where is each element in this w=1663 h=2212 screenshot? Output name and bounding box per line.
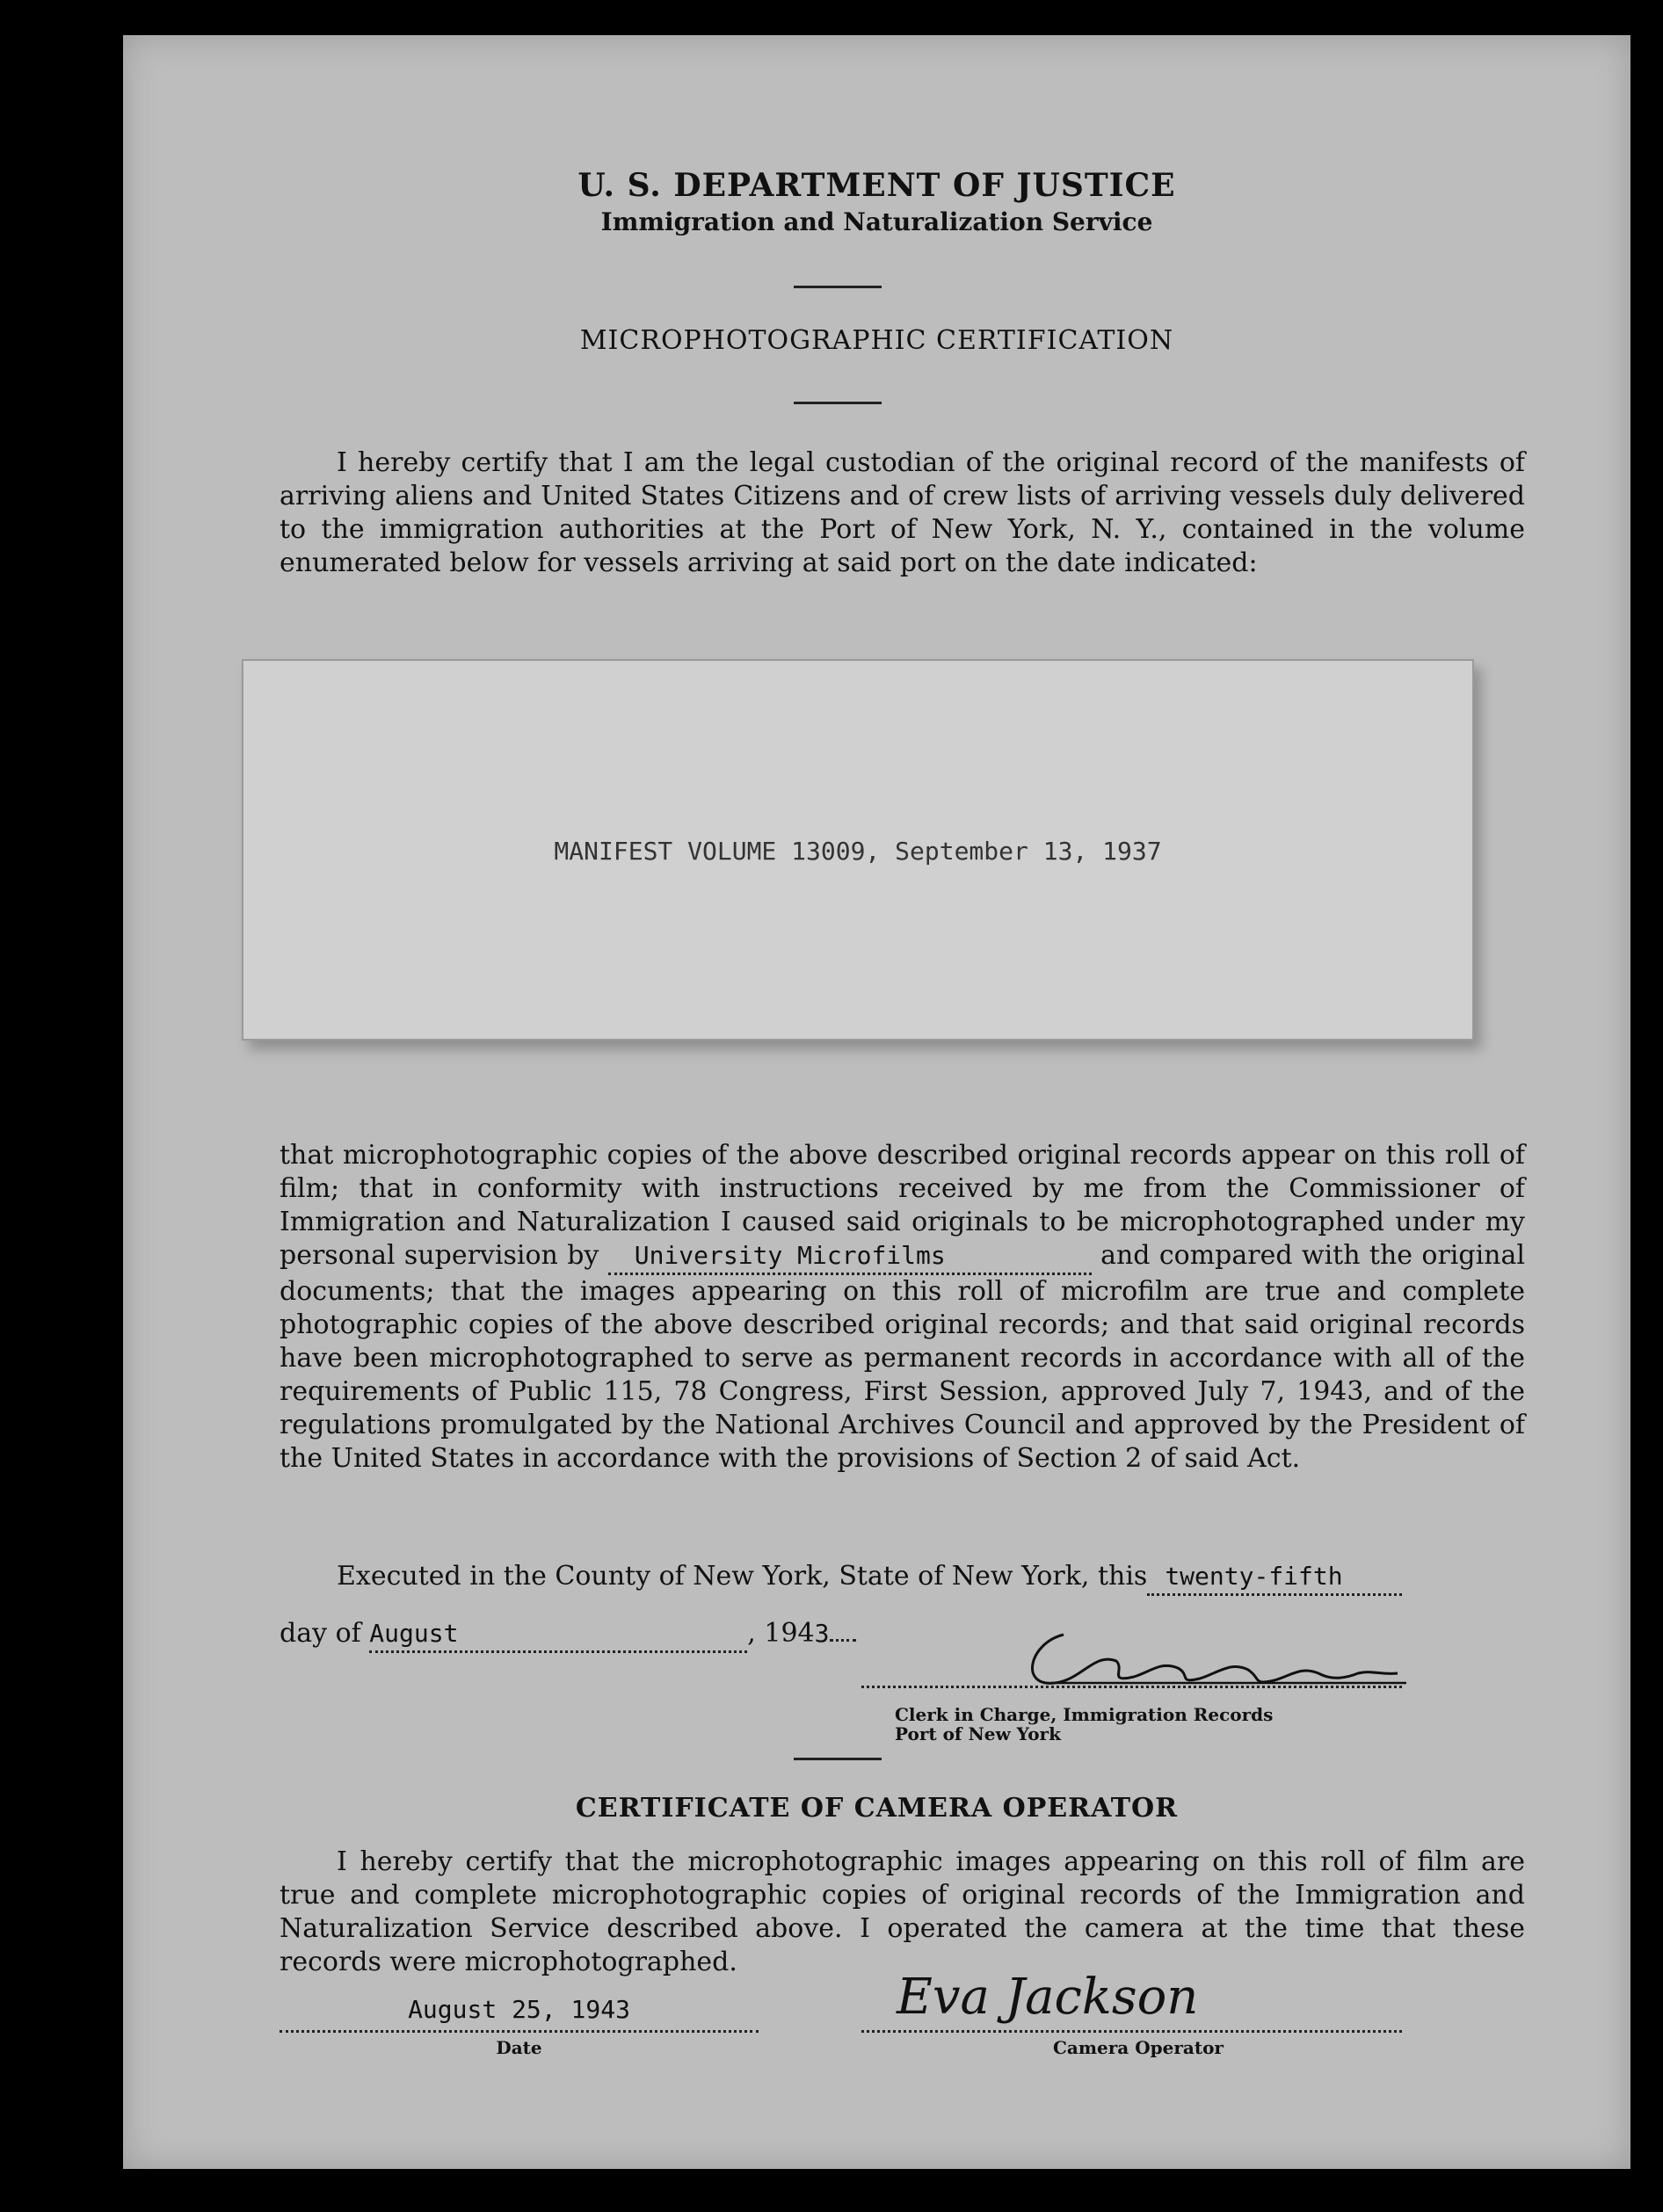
year-dots	[830, 1639, 856, 1642]
month-field	[369, 1617, 747, 1653]
date-value: August 25, 1943	[408, 1995, 630, 2024]
clerk-location: Port of New York	[895, 1723, 1061, 1744]
divider-rule	[794, 402, 882, 404]
execution-text: Executed in the County of New York, State of New York, this	[337, 1561, 1148, 1592]
microfilmer-value: University Microfilms	[634, 1241, 946, 1270]
operator-label: Camera Operator	[1053, 2037, 1224, 2058]
divider-rule	[794, 1758, 882, 1760]
date-label: Date	[496, 2037, 542, 2058]
manifest-volume-text: MANIFEST VOLUME 13009, September 13, 1937	[554, 837, 1162, 866]
operator-signature: Eva Jackson	[897, 1969, 1199, 2026]
day-field	[1147, 1560, 1402, 1596]
day-value: twenty-fifth	[1165, 1562, 1343, 1591]
month-value: August	[369, 1619, 459, 1648]
execution-line	[337, 1560, 1532, 1596]
year-prefix: , 194	[747, 1618, 815, 1649]
clerk-signature-icon	[1011, 1599, 1415, 1696]
camera-certificate-text: I hereby certify that the microphotographic images appearing on this roll of film are true and complete microphotographic copies of original records of the Immigration and Naturalization Service described above. I operated the camera at the time that these records were microphotographed.	[280, 1846, 1525, 1977]
operator-line	[861, 1969, 1402, 2033]
clerk-title-block	[895, 1705, 1273, 1744]
divider-rule	[794, 286, 882, 288]
camera-certificate-heading: CERTIFICATE OF CAMERA OPERATOR	[575, 1793, 1179, 1824]
clerk-title: Clerk in Charge, Immigration Records	[895, 1704, 1274, 1725]
date-field	[280, 1995, 759, 2057]
clerk-signature	[1011, 1599, 1415, 1696]
department-title: U. S. DEPARTMENT OF JUSTICE	[577, 167, 1176, 204]
intro-paragraph: I hereby certify that I am the legal custodian of the original record of the manifests of arriving aliens and United States Citizens and of crew lists of arriving vessels duly delivered to the immigration authorities at the Port of New York, N. Y., contained in the volume enumerated below for vessels arriving at said port on the date indicated:	[280, 447, 1525, 578]
body-text-before: that microphotographic copies of the above described original records appear on this roll of film; that in conformity with instructions received by me from the Commissioner of Immigration and Naturalization I caused said originals to be microphotographed under my personal supervision by	[280, 1140, 1525, 1271]
year-digit: 3	[814, 1619, 830, 1648]
day-of-label: day of	[280, 1618, 361, 1649]
body-paragraph	[280, 1139, 1525, 1476]
certificate-page	[123, 35, 1630, 2169]
microfilmer-field	[608, 1239, 1092, 1275]
operator-field	[861, 1969, 1402, 2058]
service-subtitle: Immigration and Naturalization Service	[600, 207, 1153, 236]
body-text-after: and compared with the original documents; that the images appearing on this roll of microfilm are true and complete photographic copies of the above described original records; and that said original records have been microphotographed to serve as permanent records in accordance with all of the requirements of Public 115, 78 Congress, First Session, approved July 7, 1943, and of the regulations promulgated by the National Archives Council and approved by the President of the United States in accordance with the provisions of Section 2 of said Act.	[280, 1240, 1525, 1474]
certification-heading: MICROPHOTOGRAPHIC CERTIFICATION	[579, 325, 1174, 356]
date-line-field	[280, 1995, 759, 2033]
clerk-signature-line	[861, 1686, 1402, 1688]
date-line	[280, 1617, 1071, 1653]
manifest-volume-card	[242, 659, 1474, 1041]
